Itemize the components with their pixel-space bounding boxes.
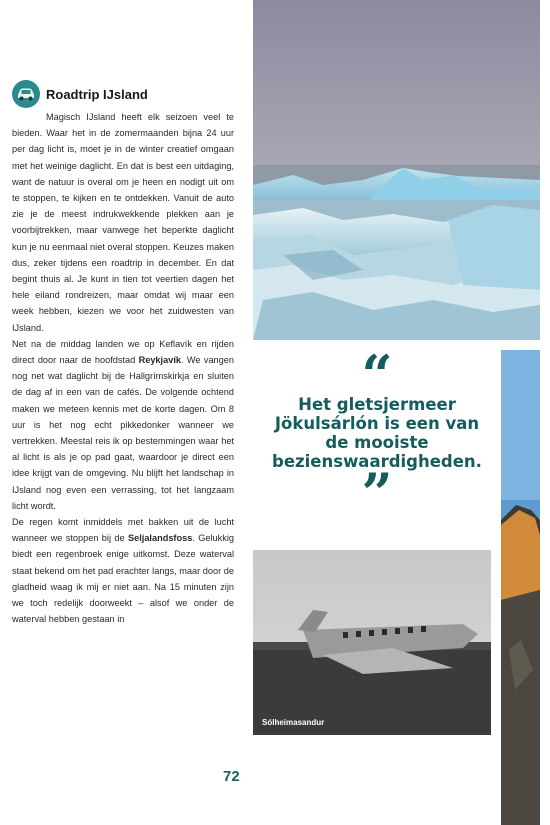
glacier-lagoon-photo	[253, 0, 540, 340]
paragraph-reykjavik	[12, 336, 234, 514]
page-number: 72	[223, 768, 240, 785]
article-heading-row	[12, 80, 234, 108]
article-title: Roadtrip IJsland	[46, 86, 148, 102]
paragraph-text: Net na de middag landen we op Keflavík en rijden direct door naar de hoofdstad	[12, 338, 234, 366]
paragraph-seljalandsfoss	[12, 514, 234, 627]
photo-caption: Sólheimasandur	[262, 718, 325, 727]
place-name-seljalandsfoss: Seljalandsfoss	[127, 533, 193, 544]
place-name-reykjavik: Reykjavík	[138, 355, 181, 366]
cliff-strip-photo	[501, 350, 540, 825]
paragraph-text: De regen komt inmiddels met bakken uit de lucht wanneer we stoppen bij de	[12, 517, 234, 544]
paragraph-text: . We vangen nog net wat daglicht bij de Hallgrímskirkja en sluiten de dag af in een van de cafés. De volgende ochtend maken we meteen kennis met de korte dagen. Om 8 uur is het nog echt pikkedonker wanneer we vertrekken. Meestal reis ik op bestemmingen waar het al licht is als je op pad gaat, waardoor je direct een idee krijgt van de omgeving. Nu blijft het landschap in IJsland nog even een verrassing, tot het langzaam licht wordt.	[12, 355, 234, 511]
pull-quote-text: Het gletsjermeer Jökulsárlón is een van de mooiste bezienswaardigheden.	[272, 395, 482, 471]
paragraph-intro: Magisch IJsland heeft elk seizoen veel te bieden. Waar het in de zomermaanden bijna 24 uur per dag licht is, moet je in de winter creatief omgaan met het weinige daglicht. En dat is best een uitdaging, want de natuur is overal om je heen en nodigt uit om te stoppen, te kijken en te ontdekken. Vanuit de auto zie je de meest indrukwekkende plekken aan je voorbijtrekken, maar vanwege het beperkte daglicht kun je nu eenmaal niet overal stoppen. Keuzes maken dus, zeker tijdens een roadtrip in december. En dat begint thuis al. Je kunt in tien tot veertien dagen het hele eiland rondreizen, maar omdat wij maar een week hebben, kiezen we voor het zuidwesten van IJsland.	[12, 112, 234, 333]
article-column	[12, 80, 234, 628]
plane-wreck-photo	[253, 550, 491, 735]
pull-quote	[262, 343, 492, 525]
close-quote-mark: ”	[361, 461, 393, 525]
paragraph-text: . Gelukkig biedt een regenbroek enige uitkomst. Deze waterval staat bekend om het pad erachter langs, maar door de gladheid waag ik mij er niet aan. Na 15 minuten zijn we toch redelijk doorweekt – alsof we onder de waterval hebben gestaan in	[12, 533, 235, 625]
open-quote-mark: “	[361, 343, 393, 407]
car-icon	[12, 80, 40, 108]
